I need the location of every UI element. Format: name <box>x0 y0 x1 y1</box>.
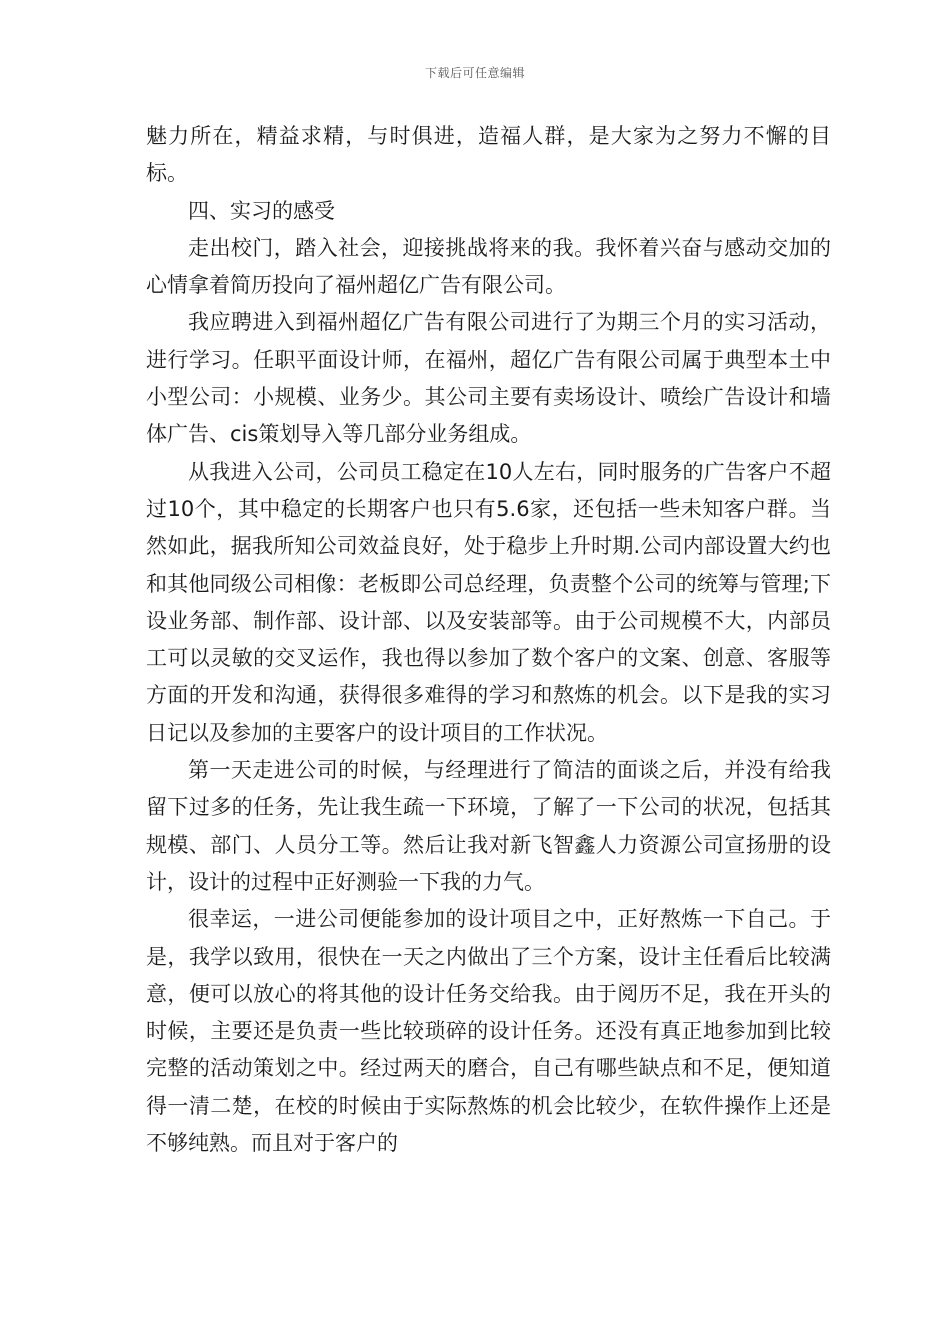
paragraph: 第一天走进公司的时候，与经理进行了简洁的面谈之后，并没有给我留下过多的任务，先让我生疏一下环境，了解了一下公司的状况，包括其规模、部门、人员分工等。然后让我对新飞智鑫人力资源公司宣扬册的设计，设计的过程中正好测验一下我的力气。 <box>146 758 831 894</box>
paragraph-continuation: 魅力所在，精益求精，与时俱进，造福人群，是大家为之努力不懈的目标。 <box>146 124 831 186</box>
section-heading: 四、实习的感受 <box>188 198 335 223</box>
document-body <box>146 118 831 1162</box>
page-header: 下载后可任意编辑 <box>424 66 525 80</box>
paragraph: 走出校门，踏入社会，迎接挑战将来的我。我怀着兴奋与感动交加的心情拿着简历投向了福州超亿广告有限公司。 <box>146 235 831 298</box>
paragraph: 从我进入公司，公司员工稳定在10人左右，同时服务的广告客户不超过10个，其中稳定的长期客户也只有5.6家，还包括一些未知客户群。当然如此，据我所知公司效益良好，处于稳步上升时期.公司内部设置大约也和其他同级公司相像：老板即公司总经理，负责整个公司的统筹与管理;下设业务部、制作部、设计部、以及安装部等。由于公司规模不大，内部员工可以灵敏的交叉运作，我也得以参加了数个客户的文案、创意、客服等方面的开发和沟通，获得很多难得的学习和熬炼的机会。以下是我的实习日记以及参加的主要客户的设计项目的工作状况。 <box>146 459 831 745</box>
paragraph: 很幸运，一进公司便能参加的设计项目之中，正好熬炼一下自己。于是，我学以致用，很快在一天之内做出了三个方案，设计主任看后比较满意，便可以放心的将其他的设计任务交给我。由于阅历不足，我在开头的时候，主要还是负责一些比较琐碎的设计任务。还没有真正地参加到比较完整的活动策划之中。经过两天的磨合，自己有哪些缺点和不足，便知道得一清二楚，在校的时候由于实际熬炼的机会比较少，在软件操作上还是不够纯熟。而且对于客户的 <box>146 907 831 1156</box>
paragraph: 我应聘进入到福州超亿广告有限公司进行了为期三个月的实习活动，进行学习。任职平面设计师，在福州，超亿广告有限公司属于典型本土中小型公司：小规模、业务少。其公司主要有卖场设计、喷绘广告设计和墙体广告、cis策划导入等几部分业务组成。 <box>146 310 831 447</box>
